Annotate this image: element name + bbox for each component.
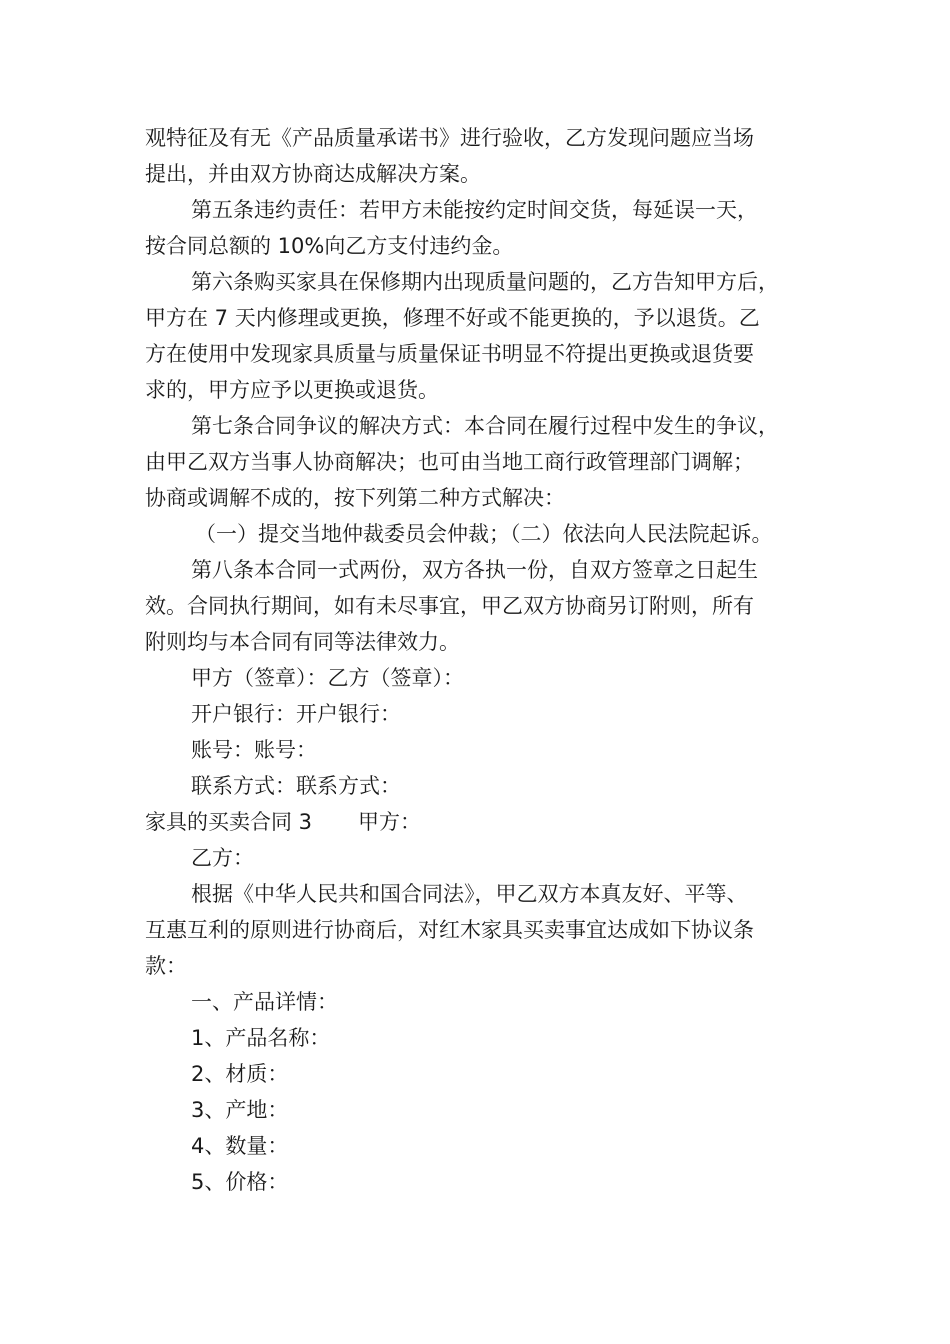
list-item: 4、数量： bbox=[191, 1134, 289, 1158]
list-item: 5、价格： bbox=[191, 1170, 289, 1194]
signature-account-line: 账号：账号： bbox=[191, 738, 317, 762]
paragraph-line: 观特征及有无《产品质量承诺书》进行验收，乙方发现问题应当场 bbox=[145, 126, 754, 150]
paragraph-line: 第七条合同争议的解决方式：本合同在履行过程中发生的争议， bbox=[191, 414, 779, 438]
paragraph-line: 效。合同执行期间，如有未尽事宜，甲乙双方协商另订附则，所有 bbox=[145, 594, 754, 618]
paragraph-line: 求的，甲方应予以更换或退货。 bbox=[145, 378, 439, 402]
paragraph-line: 由甲乙双方当事人协商解决；也可由当地工商行政管理部门调解； bbox=[145, 450, 754, 474]
list-item: 1、产品名称： bbox=[191, 1026, 331, 1050]
contract-title: 家具的买卖合同 3 bbox=[145, 810, 313, 834]
paragraph-line: （一）提交当地仲裁委员会仲裁；（二）依法向人民法院起诉。 bbox=[195, 522, 773, 546]
list-item: 3、产地： bbox=[191, 1098, 289, 1122]
document-body bbox=[145, 120, 845, 1200]
paragraph-line: 款： bbox=[145, 954, 187, 978]
paragraph-line: 附则均与本合同有同等法律效力。 bbox=[145, 630, 460, 654]
party-a-label: 甲方： bbox=[358, 810, 422, 834]
party-b-label: 乙方： bbox=[191, 846, 254, 870]
paragraph-line: 按合同总额的 10%向乙方支付违约金。 bbox=[145, 234, 514, 258]
signature-seal-line: 甲方（签章）：乙方（签章）： bbox=[191, 666, 464, 690]
paragraph-line: 第六条购买家具在保修期内出现质量问题的，乙方告知甲方后， bbox=[191, 270, 779, 294]
paragraph-line: 第八条本合同一式两份，双方各执一份，自双方签章之日起生 bbox=[191, 558, 758, 582]
signature-contact-line: 联系方式：联系方式： bbox=[191, 774, 401, 798]
paragraph-line: 第五条违约责任：若甲方未能按约定时间交货，每延误一天， bbox=[191, 198, 758, 222]
paragraph-line: 方在使用中发现家具质量与质量保证书明显不符提出更换或退货要 bbox=[145, 342, 754, 366]
paragraph-line: 提出，并由双方协商达成解决方案。 bbox=[145, 162, 481, 186]
paragraph-line: 互惠互利的原则进行协商后，对红木家具买卖事宜达成如下协议条 bbox=[145, 918, 754, 942]
paragraph-line: 协商或调解不成的，按下列第二种方式解决： bbox=[145, 486, 565, 510]
paragraph-line: 甲方在 7 天内修理或更换，修理不好或不能更换的，予以退货。乙 bbox=[145, 306, 760, 330]
paragraph-line: 根据《中华人民共和国合同法》，甲乙双方本真友好、平等、 bbox=[191, 882, 748, 906]
signature-bank-line: 开户银行：开户银行： bbox=[191, 702, 401, 726]
list-item: 2、材质： bbox=[191, 1062, 289, 1086]
section-heading: 一、产品详情： bbox=[191, 990, 338, 1014]
contract-heading bbox=[145, 804, 845, 840]
